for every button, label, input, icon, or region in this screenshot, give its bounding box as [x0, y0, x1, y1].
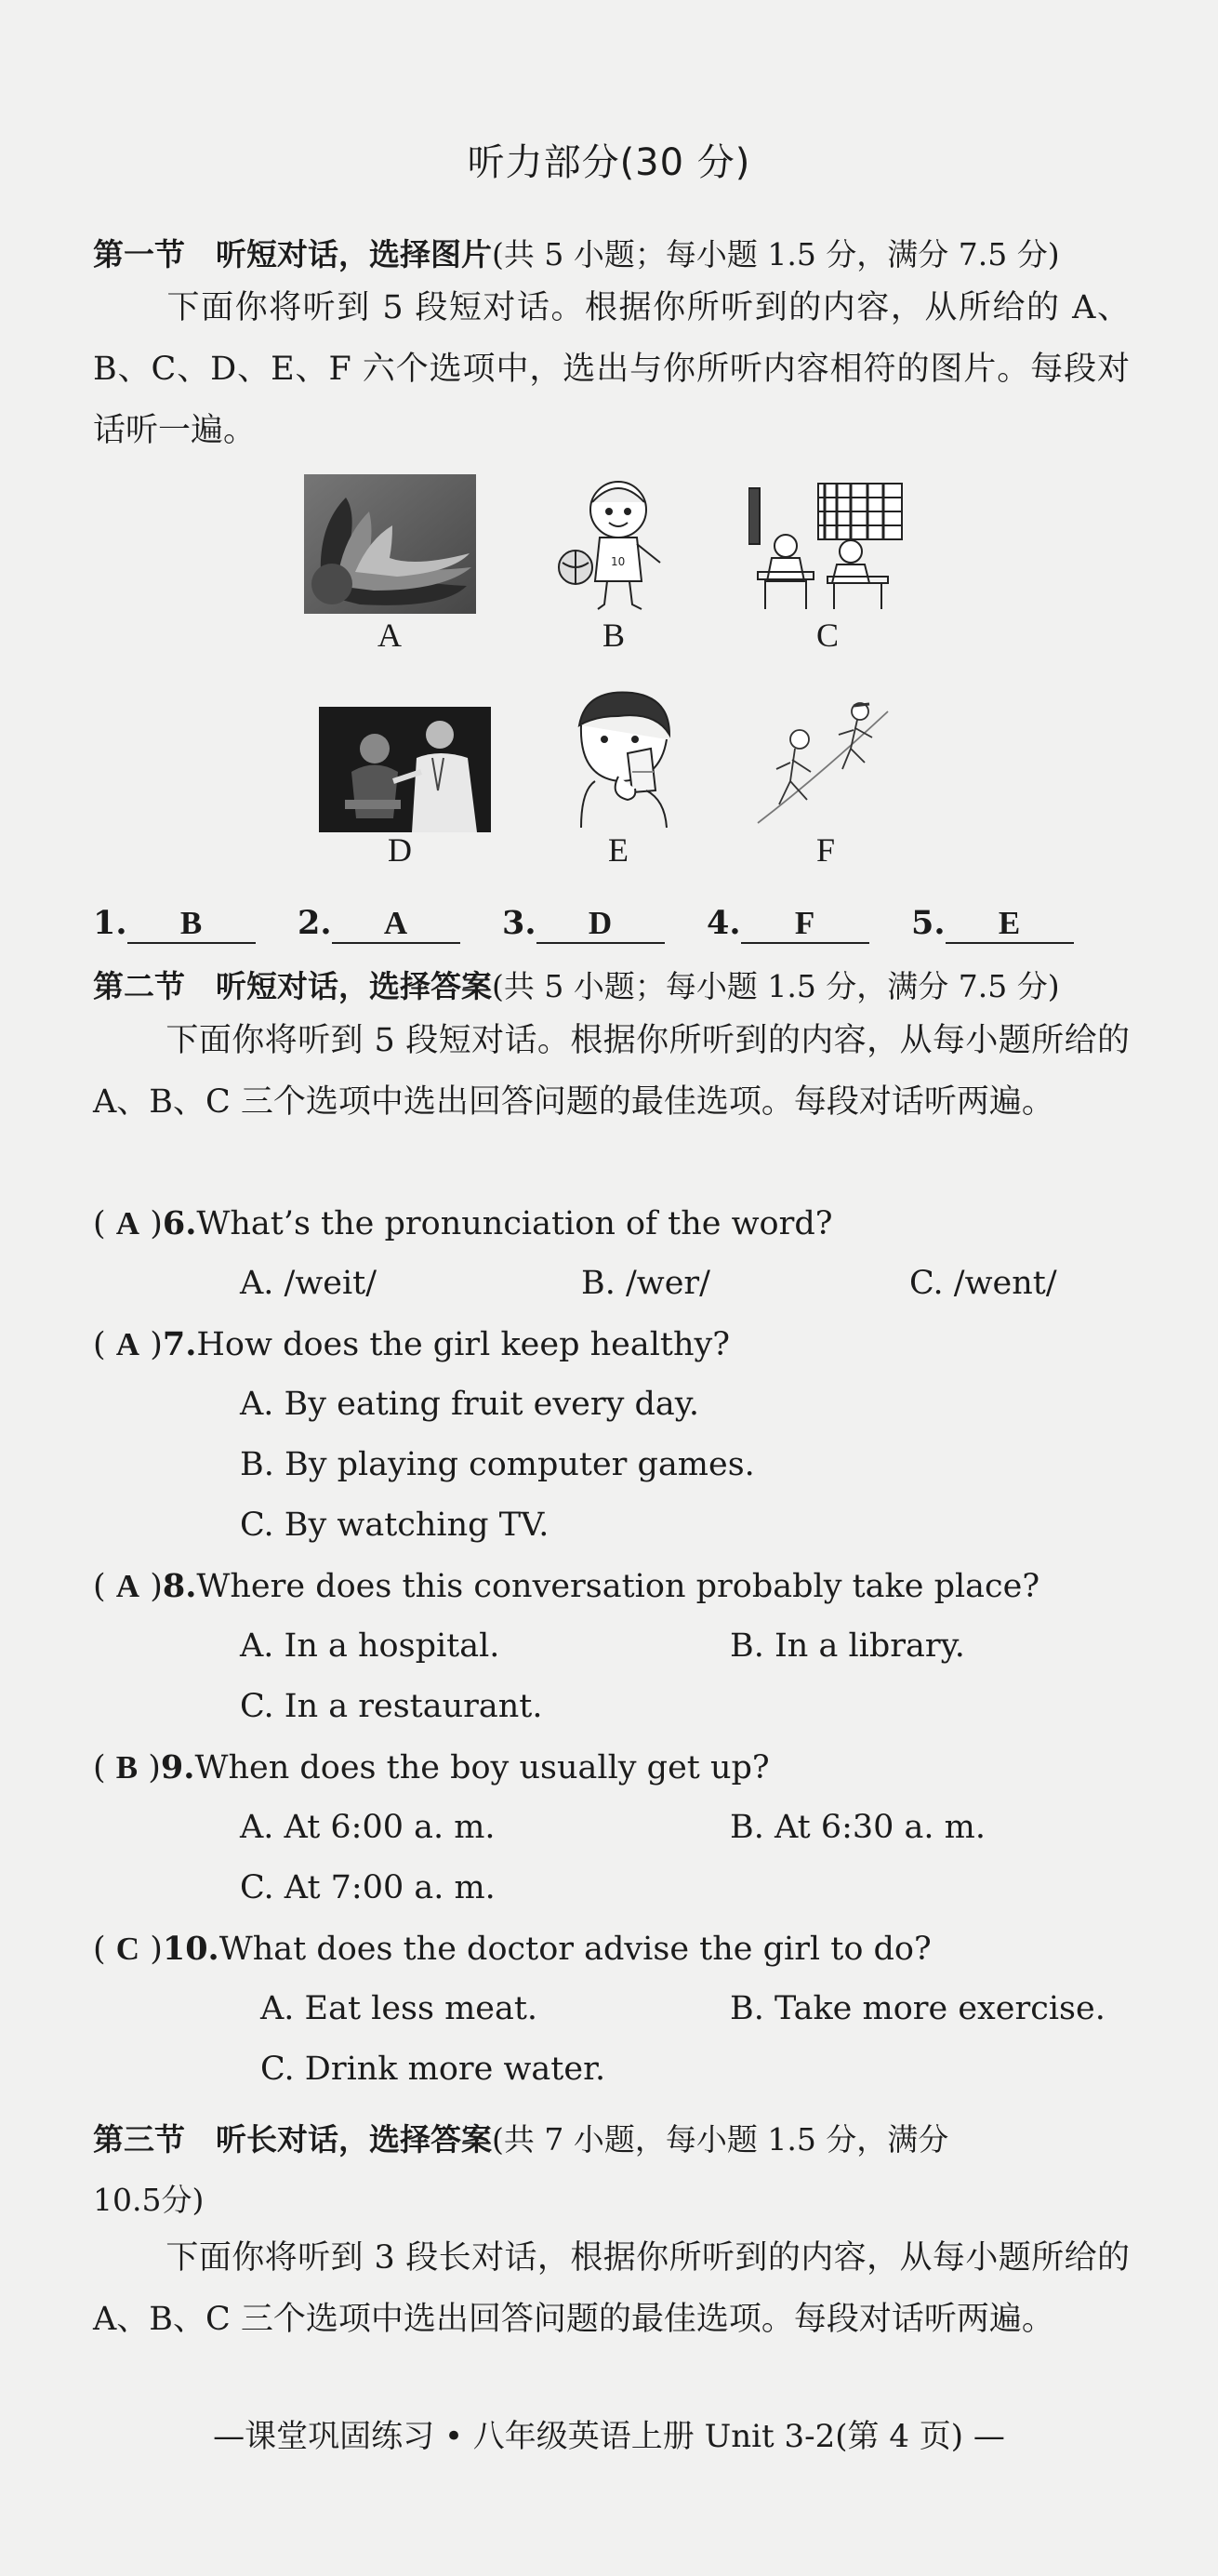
- section2-note: (共 5 小题；每小题 1.5 分，满分 7.5 分): [492, 968, 1060, 1004]
- picture-label-b: B: [602, 617, 625, 654]
- picture-label-c: C: [815, 617, 839, 654]
- section2-instruction: 下面你将听到 5 段短对话。根据你所听到的内容，从每小题所给的 A、B、C 三个选项中选出回答问题的最佳选项。每段对话听两遍。: [93, 1022, 1130, 1121]
- q8-option-c: C. In a restaurant.: [240, 1688, 543, 1725]
- question-9: ( B )9.When does the boy usually get up?: [93, 1748, 770, 1786]
- q10-option-b: B. Take more exercise.: [730, 1990, 1105, 2027]
- q6-option-b: B. /wer/: [581, 1265, 710, 1302]
- section1-instruction: 下面你将听到 5 段短对话。根据你所听到的内容，从所给的 A、B、C、D、E、F 六个选项中，选出与你所听内容相符的图片。每段对话听一遍。: [93, 289, 1130, 449]
- picture-label-e: E: [608, 831, 629, 869]
- q10-option-c: C. Drink more water.: [260, 2051, 606, 2088]
- q6-option-c: C. /went/: [909, 1265, 1057, 1302]
- boy-basketball-icon: [553, 474, 674, 614]
- q10-option-a: A. Eat less meat.: [260, 1990, 538, 2027]
- q6-option-a: A. /weit/: [240, 1265, 377, 1302]
- page-footer: —课堂巩固练习 • 八年级英语上册 Unit 3-2(第 4 页) —: [213, 2418, 1005, 2455]
- answer-blank-1: 1. B: [93, 904, 256, 944]
- students-library-icon: [748, 479, 907, 614]
- section2-heading-line: [93, 963, 1060, 1006]
- q9-option-a: A. At 6:00 a. m.: [240, 1809, 496, 1846]
- picture-label-f: F: [815, 831, 836, 869]
- section1-note: (共 5 小题；每小题 1.5 分，满分 7.5 分): [492, 236, 1060, 272]
- section3-note-line2: 10.5分): [93, 2182, 205, 2218]
- section2-heading: 第二节 听短对话，选择答案: [93, 968, 492, 1004]
- answer-blank-3: 3. D: [502, 904, 665, 944]
- question-8: ( A )8.Where does this conversation probably take place?: [93, 1567, 1040, 1605]
- q8-option-b: B. In a library.: [730, 1627, 965, 1665]
- section3-instruction: 下面你将听到 3 段长对话，根据你所听到的内容，从每小题所给的 A、B、C 三个选项中选出回答问题的最佳选项。每段对话听两遍。: [93, 2239, 1130, 2338]
- q7-option-b: B. By playing computer games.: [240, 1446, 755, 1483]
- q9-option-b: B. At 6:30 a. m.: [730, 1809, 986, 1846]
- section1-heading-line: [93, 231, 1060, 274]
- question-7: ( A )7.How does the girl keep healthy?: [93, 1325, 731, 1363]
- doctor-patient-icon: [319, 707, 491, 832]
- banana-icon: [304, 474, 476, 614]
- picture-label-a: A: [377, 617, 402, 654]
- section3-heading-line: [93, 2116, 948, 2159]
- answer-blank-5: 5. E: [911, 904, 1074, 944]
- q8-option-a: A. In a hospital.: [240, 1627, 500, 1665]
- boy-drinking-icon: [563, 688, 679, 832]
- q7-option-a: A. By eating fruit every day.: [240, 1386, 700, 1423]
- answer-blank-4: 4. F: [707, 904, 869, 944]
- question-6: ( A )6.What’s the pronunciation of the word?: [93, 1204, 833, 1242]
- q9-option-c: C. At 7:00 a. m.: [240, 1869, 496, 1906]
- section3-heading: 第三节 听长对话，选择答案: [93, 2121, 492, 2158]
- svg-text:10: 10: [611, 555, 626, 568]
- question-10: ( C )10.What does the doctor advise the girl to do?: [93, 1930, 932, 1968]
- q7-option-c: C. By watching TV.: [240, 1507, 549, 1544]
- children-running-icon: [753, 693, 893, 832]
- section3-note: (共 7 小题，每小题 1.5 分，满分: [492, 2121, 949, 2158]
- page-title: 听力部分(30 分): [467, 141, 751, 184]
- answer-blank-2: 2. A: [298, 904, 460, 944]
- picture-label-d: D: [388, 831, 412, 869]
- section1-heading: 第一节 听短对话，选择图片: [93, 236, 492, 272]
